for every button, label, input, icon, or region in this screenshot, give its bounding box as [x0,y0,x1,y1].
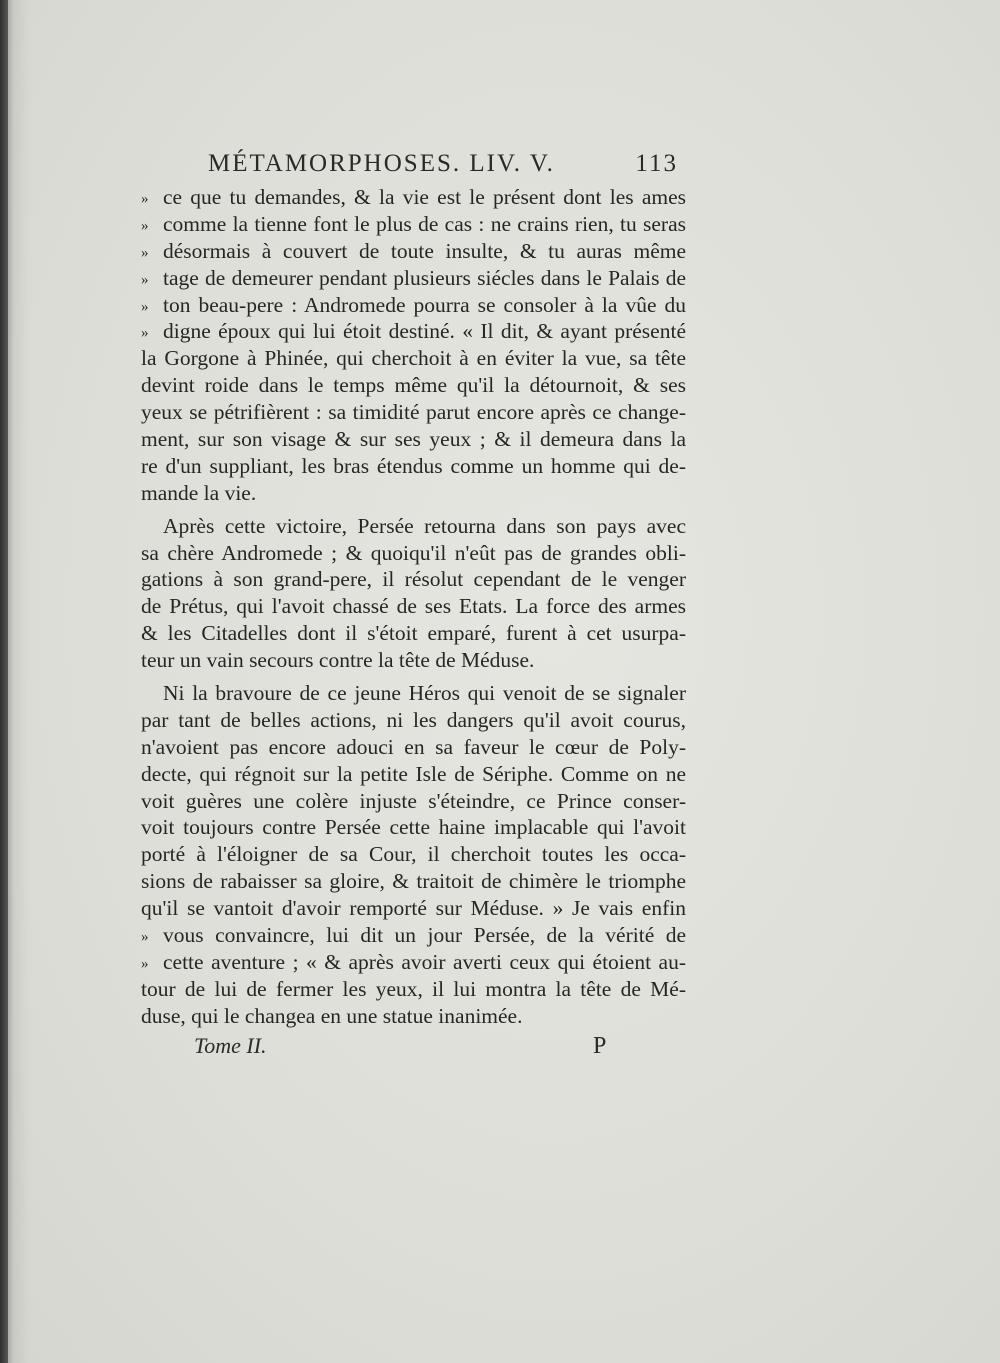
text-line [141,453,686,480]
text-line [141,372,686,399]
signature-mark: P [593,1033,607,1059]
line-text: duse, qui le changea en une statue inanimée. [141,1003,523,1028]
text-line [141,593,686,620]
line-text: decte, qui régnoit sur la petite Isle de Sériphe. Comme on ne [141,761,686,786]
line-text: vous convaincre, lui dit un jour Persée, de la vérité de [163,923,686,948]
line-text: ment, sur son visage & sur ses yeux ; & il demeura dans la [141,427,686,452]
text-line [141,814,686,841]
text-line [141,292,686,319]
text-line [141,788,686,815]
line-text: & les Citadelles dont il s'étoit emparé, furent à cet usurpa- [141,621,686,646]
text-line [141,566,686,593]
text-line [141,540,686,567]
quote-mark: » [141,325,149,342]
line-text: la Gorgone à Phinée, qui cherchoit à en éviter la vue, sa tête [141,346,686,371]
text-line [141,680,686,707]
line-text: yeux se pétrifièrent : sa timidité parut encore après ce change- [141,400,686,425]
text-line [141,238,686,265]
text-line [141,513,686,540]
quote-mark: » [141,955,149,972]
book-spine-shadow [0,0,8,1363]
quote-mark: » [141,271,149,288]
line-text: Ni la bravoure de ce jeune Héros qui venoit de se signaler [163,681,686,706]
line-text: sa chère Andromede ; & quoiqu'il n'eût pas de grandes obli- [141,540,686,565]
quote-mark: » [141,191,149,207]
text-line [141,265,686,292]
line-text: voit guères une colère injuste s'éteindre, ce Prince conser- [141,788,686,813]
text-line [141,426,686,453]
quote-mark: » [141,298,149,315]
line-text: désormais à couvert de toute insulte, & tu auras même [163,238,686,263]
running-header [208,150,678,178]
line-text: cette aventure ; « & après avoir averti ceux qui étoient au- [163,949,686,974]
line-text: teur un vain secours contre la tête de Méduse. [141,648,535,673]
line-text: tage de demeurer pendant plusieurs siécles dans le Palais de [163,265,686,290]
line-text: n'avoient pas encore adouci en sa faveur le cœur de Poly- [141,734,686,759]
line-text: voit toujours contre Persée cette haine implacable qui l'avoit [141,815,686,840]
text-line [141,922,686,949]
line-text: ce que tu demandes, & la vie est le présent dont les ames [163,185,686,209]
page-number: 113 [635,150,678,177]
text-line [141,211,686,238]
line-text: porté à l'éloigner de sa Cour, il cherchoit toutes les occa- [141,842,686,867]
text-line [141,761,686,788]
line-text: sions de rabaisser sa gloire, & traitoit de chimère le triomphe [141,869,686,894]
line-text: digne époux qui lui étoit destiné. « Il dit, & ayant présenté [163,319,686,344]
quote-mark: » [141,929,149,946]
body-text [141,184,686,1030]
line-text: tour de lui de fermer les yeux, il lui montra la tête de Mé- [141,976,686,1001]
line-text: devint roide dans le temps même qu'il la détournoit, & ses [141,373,686,398]
line-text: Après cette victoire, Persée retourna dans son pays avec [163,513,686,538]
line-text: de Prétus, qui l'avoit chassé de ses Etats. La force des armes [141,594,686,619]
book-page [8,0,1000,1363]
line-text: mande la vie. [141,480,257,505]
text-line [141,647,686,674]
quote-mark: » [141,217,149,234]
text-line [141,480,686,507]
line-text: ton beau-pere : Andromede pourra se consoler à la vûe du [163,292,686,317]
line-text: re d'un suppliant, les bras étendus comme un homme qui de- [141,453,686,478]
text-line [141,620,686,647]
text-line [141,1003,686,1030]
text-line [141,976,686,1003]
text-line [141,868,686,895]
line-text: qu'il se vantoit d'avoir remporté sur Méduse. » Je vais enfin [141,896,686,921]
text-line [141,707,686,734]
volume-label: Tome II. [194,1033,267,1058]
line-text: par tant de belles actions, ni les dangers qu'il avoit courus, [141,707,686,732]
text-line [141,184,686,211]
line-text: comme la tienne font le plus de cas : ne crains rien, tu seras [163,211,686,236]
text-line [141,895,686,922]
running-title: MÉTAMORPHOSES. LIV. V. [208,150,555,177]
text-line [141,949,686,976]
line-text: gations à son grand-pere, il résolut cependant de le venger [141,567,686,592]
text-line [141,399,686,426]
text-line [141,734,686,761]
text-line [141,318,686,345]
text-line [141,345,686,372]
quote-mark: » [141,244,149,261]
text-line [141,841,686,868]
